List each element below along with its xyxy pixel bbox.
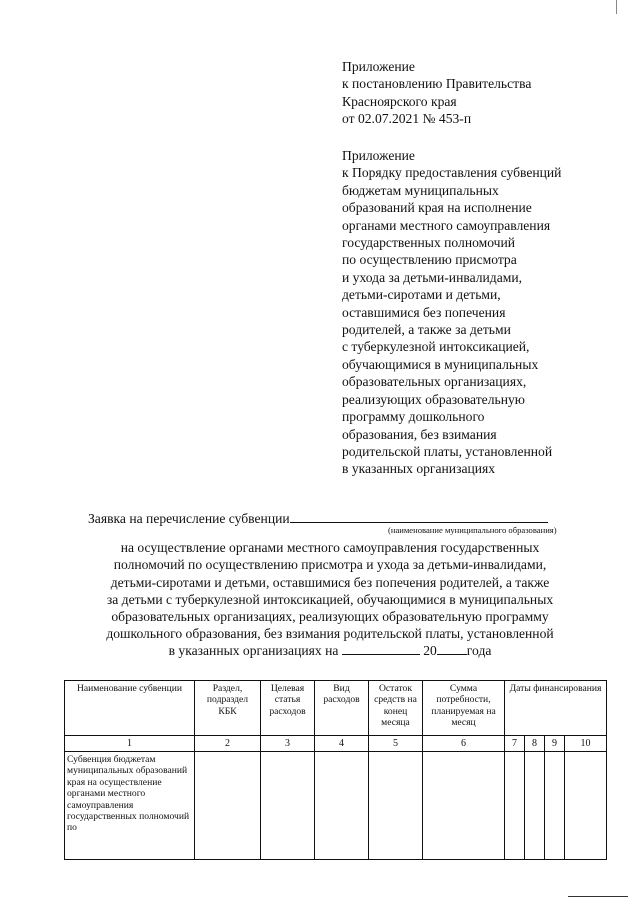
annex2-line: программу дошкольного <box>342 409 485 425</box>
table-header-row <box>65 681 607 736</box>
request-title: Заявка на перечисление субвенции <box>88 511 290 526</box>
row-subvention-name: Субвенция бюджетам муниципальных образований края на осуществление органами местного самоуправления государственных полномочий по <box>65 752 195 860</box>
annex1-line: от 02.07.2021 № 453-п <box>342 111 472 127</box>
table-cell[interactable] <box>369 752 423 860</box>
request-body-line: на осуществление органами местного самоуправления государственных <box>120 540 540 556</box>
table-row <box>65 752 607 860</box>
annex2-line: образования, без взимания <box>342 426 497 442</box>
annex2-line: бюджетам муниципальных <box>342 182 499 198</box>
request-title-line <box>70 508 590 535</box>
column-number: 7 <box>505 736 525 752</box>
header-subvention-name: Наименование субвенции <box>65 681 195 736</box>
page-footer-line <box>568 896 628 897</box>
column-number: 3 <box>261 736 315 752</box>
annex2-line: в указанных организациях <box>342 461 496 477</box>
table-cell[interactable] <box>545 752 565 860</box>
column-number: 1 <box>65 736 195 752</box>
column-number: 8 <box>525 736 545 752</box>
request-body-line: полномочий по осуществлению присмотра и ухода за детьми-инвалидами, <box>113 557 547 573</box>
table-number-row <box>65 736 607 752</box>
annex2-line: по осуществлению присмотра <box>342 252 517 268</box>
year-suffix: года <box>466 643 492 659</box>
header-financing-dates: Даты финансирования <box>505 681 607 736</box>
table-cell[interactable] <box>423 752 505 860</box>
annex2-line: с туберкулезной интоксикацией, <box>342 339 530 355</box>
annex2-line: органами местного самоуправления <box>342 217 551 233</box>
annex2-line: обучающимися в муниципальных <box>342 356 539 372</box>
annex2-line: родительской платы, установленной <box>342 443 553 459</box>
annex-header-procedure <box>342 147 561 478</box>
table-cell[interactable] <box>505 752 525 860</box>
table-cell[interactable] <box>525 752 545 860</box>
column-number: 9 <box>545 736 565 752</box>
annex1-line: Приложение <box>342 59 415 74</box>
annex2-line: детьми-сиротами и детьми, <box>342 287 501 303</box>
column-number: 2 <box>195 736 261 752</box>
request-date-prefix: в указанных организациях на <box>168 643 339 659</box>
annex2-line: образований края на исполнение <box>342 200 532 216</box>
request-date-line <box>70 642 590 659</box>
column-number: 5 <box>369 736 423 752</box>
annex2-line: реализующих образовательную <box>342 391 525 407</box>
header-target-item: Целевая статья расходов <box>261 681 315 736</box>
table-cell[interactable] <box>565 752 607 860</box>
month-blank-field[interactable] <box>342 642 420 655</box>
request-body-line: за детьми с туберкулезной интоксикацией, обучающимися в муниципальных <box>106 591 554 607</box>
request-body-line: детьми-сиротами и детьми, оставшимися без попечения родителей, а также <box>110 574 550 590</box>
subvention-request-table <box>64 680 607 860</box>
municipality-name-caption: (наименование муниципального образования) <box>388 525 557 535</box>
annex1-line: Красноярского края <box>342 93 457 109</box>
header-demand-amount: Сумма потребности, планируемая на месяц <box>423 681 505 736</box>
header-expense-type: Вид расходов <box>315 681 369 736</box>
annex2-line: Приложение <box>342 148 415 163</box>
annex2-line: государственных полномочий <box>342 235 516 251</box>
table-cell[interactable] <box>315 752 369 860</box>
year-blank-field[interactable] <box>437 642 467 655</box>
municipality-name-field[interactable] <box>290 508 548 523</box>
header-balance: Остаток средств на конец месяца <box>369 681 423 736</box>
annex1-line: к постановлению Правительства <box>342 76 532 92</box>
table-cell[interactable] <box>195 752 261 860</box>
annex2-line: оставшимися без попечения <box>342 304 506 320</box>
request-body-line: дошкольного образования, без взимания родительской платы, установленной <box>106 626 554 642</box>
annex2-line: родителей, а также за детьми <box>342 322 511 338</box>
table-cell[interactable] <box>261 752 315 860</box>
request-text-block <box>70 508 590 660</box>
annex-header-government-decree <box>342 58 531 128</box>
column-number: 10 <box>565 736 607 752</box>
annex2-line: образовательных организациях, <box>342 374 527 390</box>
annex2-line: к Порядку предоставления субвенций <box>342 165 562 181</box>
year-prefix: 20 <box>423 643 437 659</box>
annex2-line: и ухода за детьми-инвалидами, <box>342 269 523 285</box>
header-kbk-section: Раздел, подраздел КБК <box>195 681 261 736</box>
column-number: 6 <box>423 736 505 752</box>
column-number: 4 <box>315 736 369 752</box>
page-edge-mark <box>616 0 617 14</box>
request-body-line: образовательных организациях, реализующих образовательную программу <box>111 609 549 625</box>
